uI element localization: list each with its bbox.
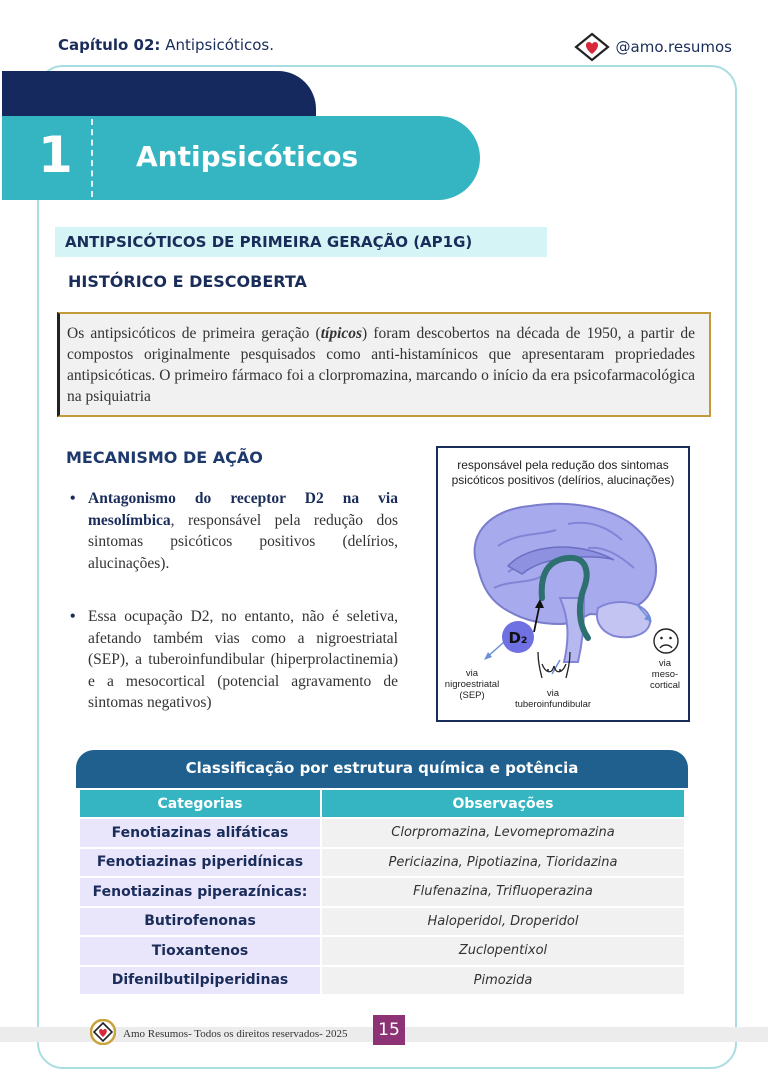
label-nigroestriatal: via nigroestriatal (SEP) — [444, 668, 500, 701]
table-row — [80, 937, 684, 965]
notes-cell: Clorpromazina, Levomepromazina — [322, 819, 684, 847]
category-cell: Difenilbutilpiperidinas — [80, 967, 320, 995]
category-cell: Fenotiazinas piperidínicas — [80, 849, 320, 877]
table-row — [80, 878, 684, 906]
notes-cell: Zuclopentixol — [322, 937, 684, 965]
cerebellum — [597, 602, 650, 637]
section-tag — [55, 227, 547, 257]
chapter-heading: Antipsicóticos — [136, 140, 359, 173]
notes-cell: Pimozida — [322, 967, 684, 995]
mechanism-bold-text: Antagonismo do receptor D2 na via mesolímbica — [88, 490, 398, 529]
page-number-badge: 15 — [373, 1015, 405, 1045]
label-tuberoinfundibular: via tuberoinfundibular — [514, 688, 592, 710]
history-text: Os antipsicóticos de primeira geração (típicos) foram descobertos na década de 1950, a partir de compostos originalmente pesquisados como anti-histamínicos que apresentaram propriedades antipsicóticas. O primeiro fármaco foi a clorpromazina, marcando o início da era psicofarmacológica na psiquiatria — [67, 325, 695, 405]
notes-cell: Periciazina, Pipotiazina, Tioridazina — [322, 849, 684, 877]
section-tag-label: ANTIPSICÓTICOS DE PRIMEIRA GERAÇÃO (AP1G) — [65, 233, 473, 251]
table-title: Classificação por estrutura química e potência — [185, 759, 579, 777]
typicos-emphasis: típicos — [320, 325, 363, 342]
chapter-name: Antipsicóticos. — [165, 36, 274, 54]
header-categories: Categorias — [80, 790, 320, 817]
category-cell: Butirofenonas — [80, 908, 320, 936]
d2-receptor-label: D₂ — [508, 629, 528, 647]
mechanism-heading: MECANISMO DE AÇÃO — [66, 448, 263, 467]
chapter-label: Capítulo 02: — [58, 36, 161, 54]
footer-copyright: Amo Resumos- Todos os direitos reservados- 2025 — [123, 1028, 348, 1040]
chapter-title — [58, 36, 274, 54]
heart-logo-icon — [574, 32, 610, 62]
sad-face-icon — [654, 629, 678, 653]
header-observations: Observações — [322, 790, 684, 817]
brain-figure — [436, 446, 690, 722]
label-mesocortical: via meso- cortical — [649, 658, 681, 691]
category-cell: Fenotiazinas piperazínicas: — [80, 878, 320, 906]
category-cell: Tioxantenos — [80, 937, 320, 965]
notes-cell: Haloperidol, Droperidol — [322, 908, 684, 936]
chapter-number: 1 — [38, 126, 73, 184]
list-item: • Antagonismo do receptor D2 na via mesolímbica, responsável pela redução dos sintomas psicóticos positivos (delírios, alucinações). — [68, 488, 398, 574]
classification-table — [78, 788, 686, 996]
heart-logo-icon — [90, 1019, 116, 1045]
brain-caption: responsável pela redução dos sintomas psicóticos positivos (delírios, alucinações) — [451, 458, 675, 487]
category-cell: Fenotiazinas alifáticas — [80, 819, 320, 847]
table-row — [80, 819, 684, 847]
banner-divider — [91, 119, 93, 197]
mechanism-list — [68, 488, 398, 714]
list-item: • Essa ocupação D2, no entanto, não é seletiva, afetando também vias como a nigroestriatal (SEP), a tuberoinfundibular (hiperprolactinemia) e a mesocortical (potencial agravamento de sintomas negativos) — [68, 606, 398, 714]
brand[interactable] — [574, 32, 732, 62]
table-row — [80, 908, 684, 936]
table-title-bar — [76, 750, 688, 788]
table-row — [80, 849, 684, 877]
notes-cell: Flufenazina, Trifluoperazina — [322, 878, 684, 906]
table-row — [80, 967, 684, 995]
history-heading: HISTÓRICO E DESCOBERTA — [68, 272, 307, 291]
page-header — [0, 0, 768, 64]
history-box — [57, 312, 711, 417]
brand-handle[interactable]: @amo.resumos — [615, 38, 732, 56]
table-header-row — [80, 790, 684, 817]
